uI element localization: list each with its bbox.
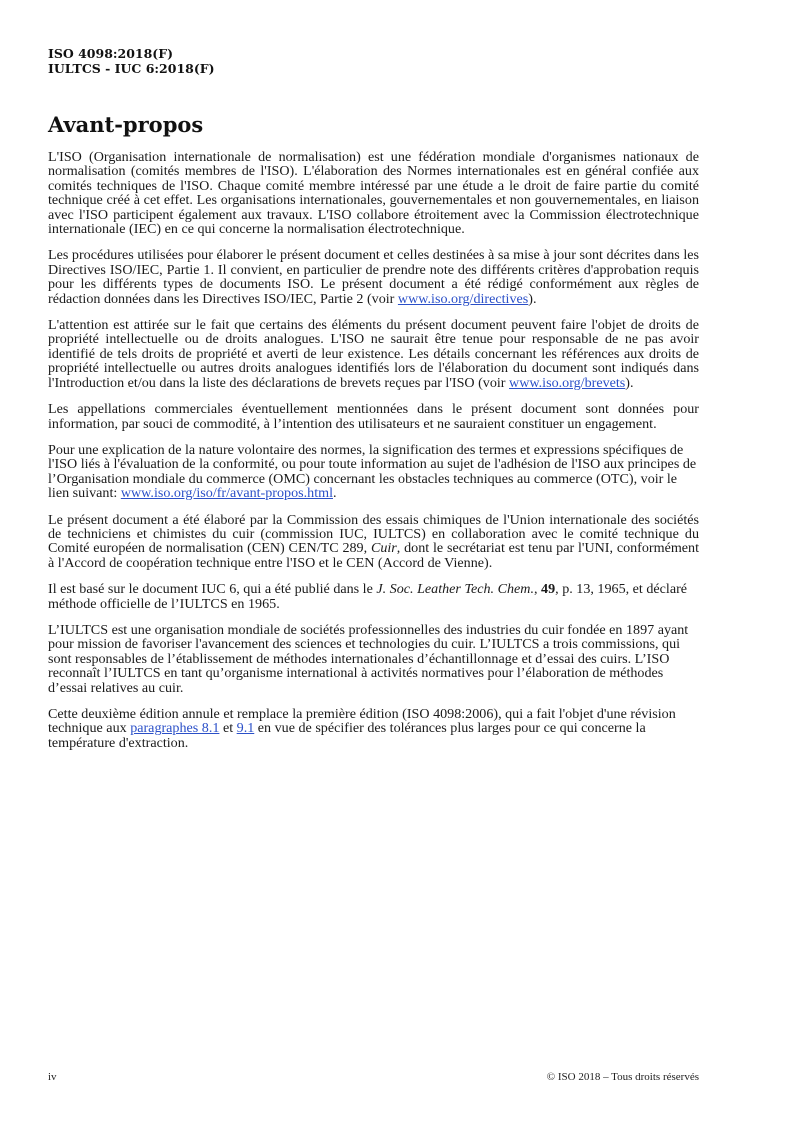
paragraph-iultcs: L’IULTCS est une organisation mondiale de sociétés professionnelles des industries du cuir fondée en 1897 ayant pour mission de favoriser l'avancement des sciences et technologies du cuir. L’IULTCS a trois commissions, qui sont responsables de l’établissement de méthodes internationales d’échantillonnage et d’essai des cuirs. L’ISO reconnaît l’IULTCS en tant qu’organisme international à activités normatives pour l’élaboration de méthodes d’essai relatives au cuir. (48, 621, 689, 696)
journal-volume: 49 (541, 581, 556, 598)
page-number: iv (48, 1071, 57, 1083)
paragraph-committee: Le présent document a été élaboré par la Commission des essais chimiques de l'Union internationale des sociétés de techniciens et chimistes du cuir (commission IUC, IULTCS) en collaboration avec le comité technique du Comité européen de normalisation (CEN) CEN/TC 289, Cuir, dont le secrétariat est tenu par l'UNI, conformément à l'Accord de coopération technique entre l'ISO et le CEN (Accord de Vienne). (48, 511, 699, 571)
document-header (48, 46, 215, 76)
journal-title: J. Soc. Leather Tech. Chem. (376, 581, 534, 598)
paragraph-iso-description: L'ISO (Organisation internationale de normalisation) est une fédération mondiale d'organismes nationaux de normalisation (comités membres de l'ISO). L'élaboration des Normes internationales est en général confiée aux comités techniques de l'ISO. Chaque comité membre intéressé par une étude a le droit de faire partie du comité technique créé à cet effet. Les organisations internationales, gouvernementales et non gouvernementales, en liaison avec l'ISO participent également aux travaux. L'ISO collabore étroitement avec la Commission électrotechnique internationale (IEC) en ce qui concerne la normalisation électrotechnique. (48, 149, 699, 238)
paragraph-procedures: Les procédures utilisées pour élaborer le présent document et celles destinées à sa mise à jour sont décrites dans les Directives ISO/IEC, Partie 1. Il convient, en particulier de prendre note des différents critères d'approbation requis pour les différents types de documents ISO. Le présent document a été rédigé conformément aux règles de rédaction données dans les Directives ISO/IEC, Partie 2 (voir www.iso.org/directives). (48, 247, 699, 307)
paragraph-voluntary-nature: Pour une explication de la nature volontaire des normes, la signification des termes et expressions spécifiques de l'ISO liés à l'évaluation de la conformité, ou pour toute information au sujet de l'adhésion de l'ISO aux principes de l’Organisation mondiale du commerce (OMC) concernant les obstacles techniques au commerce (OTC), voir le lien suivant: www.iso.org/iso/fr/avant-propos.html. (48, 441, 697, 502)
paragraph-based-on: Il est basé sur le document IUC 6, qui a été publié dans le J. Soc. Leather Tech. Chem., 49, p. 13, 1965, et déclaré méthode officielle de l’IULTCS en 1965. (48, 581, 688, 612)
page-title: Avant-propos (48, 112, 204, 137)
section-9-1-link[interactable]: 9.1 (236, 720, 255, 737)
copyright-notice: © ISO 2018 – Tous droits réservés (546, 1071, 699, 1083)
paragraph-patents: L'attention est attirée sur le fait que certains des éléments du présent document peuvent faire l'objet de droits de propriété intellectuelle ou de droits analogues. L'ISO ne saurait être tenue pour responsable de ne pas avoir identifié de tels droits de propriété et averti de leur existence. Les détails concernant les références aux droits de propriété intellectuelle ou autres droits analogues identifiés lors de l'élaboration du document sont indiqués dans l'Introduction et/ou dans la liste des déclarations de brevets reçues par l'ISO (voir www.iso.org/brevets). (48, 317, 699, 391)
iultcs-reference: IULTCS - IUC 6:2018(F) (48, 61, 215, 76)
committee-name-italic: Cuir (370, 540, 397, 557)
brevets-link[interactable]: www.iso.org/brevets (509, 374, 626, 391)
foreword-body (48, 150, 699, 762)
foreword-info-link[interactable]: www.iso.org/iso/fr/avant-propos.html (120, 485, 333, 502)
paragraph-trade-names: Les appellations commerciales éventuellement mentionnées dans le présent document sont données pour information, par souci de commodité, à l’intention des utilisateurs et ne sauraient constituer un engagement. (48, 401, 699, 432)
section-8-1-link[interactable]: paragraphes 8.1 (130, 720, 220, 737)
paragraph-edition: Cette deuxième édition annule et remplace la première édition (ISO 4098:2006), qui a fait l'objet d'une révision technique aux paragraphes 8.1 et 9.1 en vue de spécifier des tolérances plus larges pour ce qui concerne la température d'extraction. (48, 706, 676, 751)
directives-link[interactable]: www.iso.org/directives (397, 290, 529, 307)
standard-reference: ISO 4098:2018(F) (48, 46, 174, 61)
